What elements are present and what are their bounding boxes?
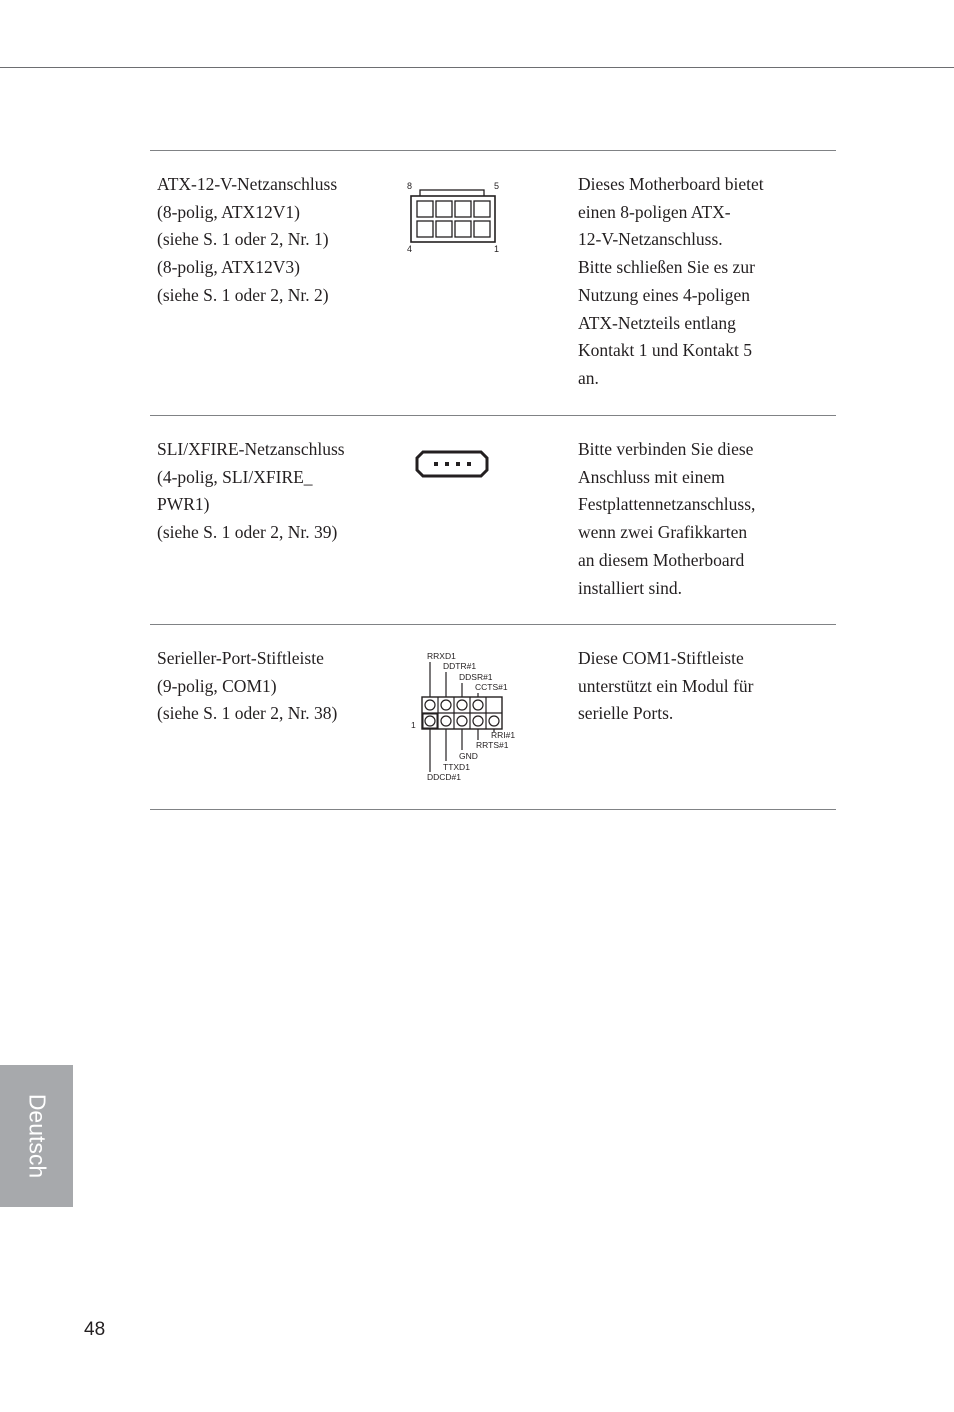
pin-label-ddsr1: DDSR#1 — [459, 672, 493, 682]
text-line: Serieller-Port-Stiftleiste — [157, 648, 324, 668]
pin-label-5: 5 — [494, 181, 500, 191]
text-line: (siehe S. 1 oder 2, Nr. 2) — [157, 284, 329, 305]
language-tab — [0, 1065, 73, 1207]
atx12v-connector-description — [578, 171, 818, 393]
com1-header-title — [157, 645, 397, 728]
sli-xfire-4pin-diagram — [414, 448, 492, 480]
pin-label-rrxd1: RRXD1 — [427, 651, 456, 661]
text-line: einen 8-poligen ATX- — [578, 201, 731, 222]
page-number: 48 — [84, 1319, 106, 1340]
text-line: an. — [578, 367, 599, 388]
com1-9pin-diagram — [405, 646, 535, 788]
text-line: SLI/XFIRE-Netzanschluss — [157, 439, 345, 459]
text-line: Kontakt 1 und Kontakt 5 — [578, 340, 753, 361]
text-line: ATX-12-V-Netzanschluss — [157, 174, 338, 194]
text-line: Nutzung eines 4-poligen — [578, 284, 751, 305]
text-line: ATX-Netzteils entlang — [578, 312, 736, 333]
pin-label-ccts1: CCTS#1 — [475, 682, 508, 692]
table-rule-2 — [150, 624, 836, 625]
pin-label-rri1: RRI#1 — [491, 730, 516, 740]
text-line: wenn zwei Grafikkarten — [578, 522, 748, 543]
text-line: Dieses Motherboard bietet — [578, 174, 764, 194]
sli-xfire-connector-title — [157, 436, 397, 547]
pin-label-ttxd1: TTXD1 — [443, 762, 470, 772]
text-line: Festplattennetzanschluss, — [578, 494, 756, 515]
text-line: (siehe S. 1 oder 2, Nr. 1) — [157, 229, 329, 250]
pin-label-ddtr1: DDTR#1 — [443, 661, 477, 671]
sli-xfire-connector-description — [578, 436, 818, 602]
text-line: (8-polig, ATX12V3) — [157, 257, 300, 278]
header-rule — [0, 67, 954, 68]
atx12v-connector-title — [157, 171, 397, 310]
text-line: (9-polig, COM1) — [157, 675, 277, 696]
text-line: Bitte verbinden Sie diese — [578, 439, 754, 459]
text-line: (siehe S. 1 oder 2, Nr. 38) — [157, 703, 338, 724]
pin-label-ddcd1: DDCD#1 — [427, 772, 462, 782]
text-line: 12-V-Netzanschluss. — [578, 229, 723, 250]
language-tab-label: Deutsch — [24, 1093, 50, 1179]
text-line: (8-polig, ATX12V1) — [157, 201, 300, 222]
pin-label-gnd: GND — [459, 751, 478, 761]
pin-label-1: 1 — [494, 244, 500, 254]
text-line: an diesem Motherboard — [578, 549, 745, 570]
atx12v-8pin-diagram — [400, 176, 510, 258]
text-line: Bitte schließen Sie es zur — [578, 257, 755, 278]
text-line: PWR1) — [157, 494, 210, 515]
pin-label-4: 4 — [407, 244, 413, 254]
pin-label-1: 1 — [411, 720, 416, 730]
table-rule-1 — [150, 415, 836, 416]
text-line: Anschluss mit einem — [578, 466, 725, 487]
pin-label-rrts1: RRTS#1 — [476, 740, 509, 750]
text-line: Diese COM1-Stiftleiste — [578, 648, 744, 668]
text-line: unterstützt ein Modul für — [578, 675, 754, 696]
text-line: installiert sind. — [578, 577, 683, 598]
text-line: (4-polig, SLI/XFIRE_ — [157, 466, 313, 487]
text-line: serielle Ports. — [578, 703, 674, 724]
com1-header-description — [578, 645, 818, 728]
table-rule-top — [150, 150, 836, 151]
table-rule-bottom — [150, 809, 836, 810]
text-line: (siehe S. 1 oder 2, Nr. 39) — [157, 522, 338, 543]
pin-label-8: 8 — [407, 181, 413, 191]
